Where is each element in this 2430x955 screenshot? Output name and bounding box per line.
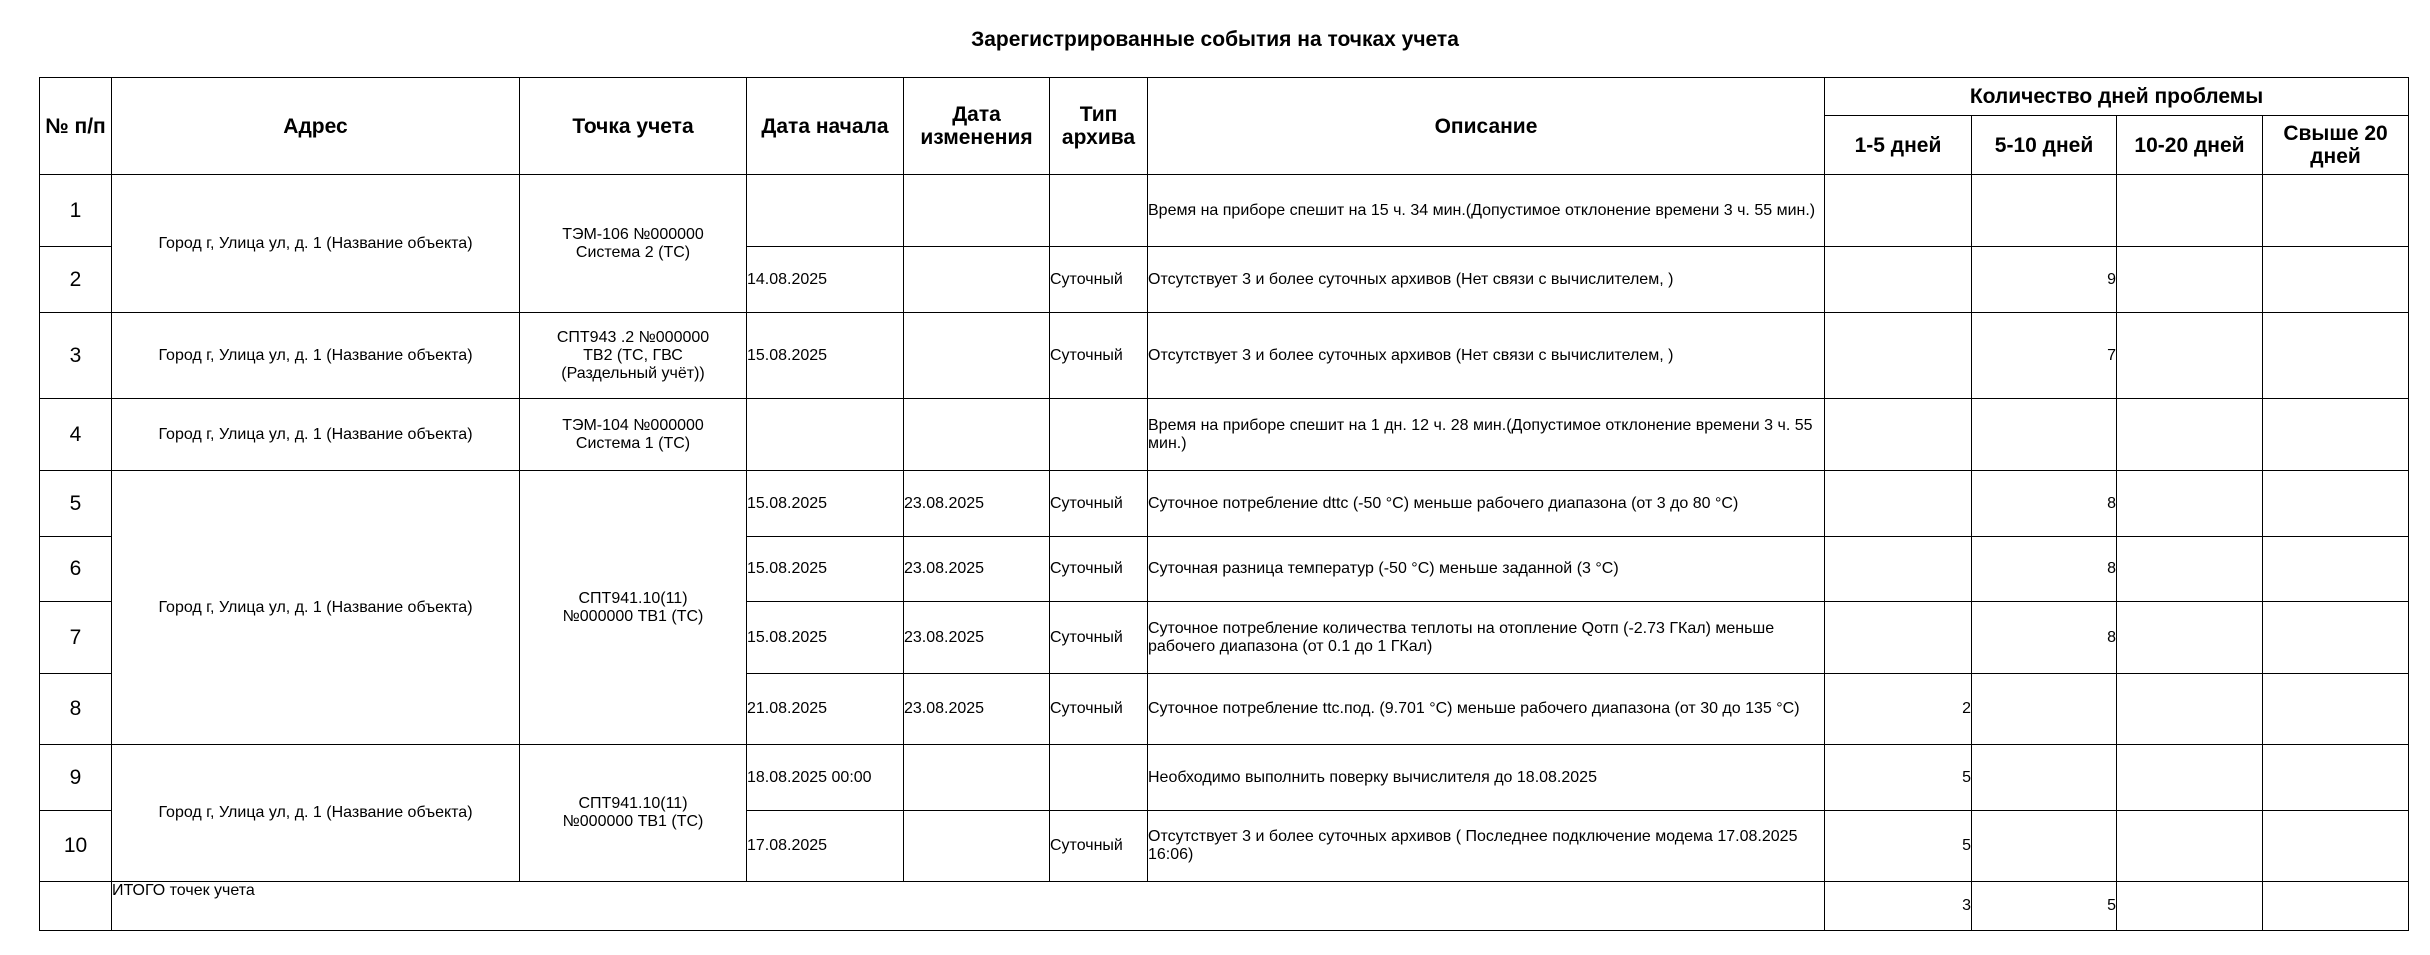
date-start-cell: 14.08.2025	[747, 247, 904, 313]
days-5-10-cell: 8	[1972, 471, 2117, 537]
address-cell: Город г, Улица ул, д. 1 (Название объекта)	[112, 399, 520, 471]
days-20-plus-cell	[2263, 471, 2409, 537]
days-20-plus-cell	[2263, 602, 2409, 674]
row-number: 8	[40, 674, 112, 745]
total-row	[40, 882, 2409, 931]
header-days-5-10: 5-10 дней	[1972, 116, 2117, 175]
header-days-20-plus: Свыше 20 дней	[2263, 116, 2409, 175]
total-num-cell	[40, 882, 112, 931]
days-5-10-cell	[1972, 811, 2117, 882]
description-cell: Необходимо выполнить поверку вычислителя до 18.08.2025	[1148, 745, 1825, 811]
days-1-5-cell	[1825, 399, 1972, 471]
total-days-10-20	[2117, 882, 2263, 931]
days-20-plus-cell	[2263, 811, 2409, 882]
days-1-5-cell	[1825, 537, 1972, 602]
row-number: 9	[40, 745, 112, 811]
description-cell: Суточное потребление dttc (-50 °C) меньше рабочего диапазона (от 3 до 80 °C)	[1148, 471, 1825, 537]
header-date-change: Дата изменения	[904, 78, 1050, 175]
days-10-20-cell	[2117, 313, 2263, 399]
date-start-cell: 21.08.2025	[747, 674, 904, 745]
date-start-cell: 15.08.2025	[747, 537, 904, 602]
days-20-plus-cell	[2263, 399, 2409, 471]
days-10-20-cell	[2117, 537, 2263, 602]
days-20-plus-cell	[2263, 175, 2409, 247]
days-1-5-cell	[1825, 175, 1972, 247]
date-start-cell: 18.08.2025 00:00	[747, 745, 904, 811]
address-cell: Город г, Улица ул, д. 1 (Название объекта)	[112, 175, 520, 313]
description-cell: Суточное потребление количества теплоты на отопление Qотп (-2.73 ГКал) меньше рабочего диапазона (от 0.1 до 1 ГКал)	[1148, 602, 1825, 674]
total-label: ИТОГО точек учета	[112, 882, 1825, 931]
days-10-20-cell	[2117, 175, 2263, 247]
meter-point-cell: СПТ941.10(11) №000000 ТВ1 (ТС)	[520, 471, 747, 745]
archive-type-cell	[1050, 745, 1148, 811]
date-change-cell	[904, 175, 1050, 247]
header-days-10-20: 10-20 дней	[2117, 116, 2263, 175]
date-start-cell	[747, 175, 904, 247]
report-title: Зарегистрированные события на точках учета	[971, 28, 1459, 51]
row-number: 2	[40, 247, 112, 313]
days-20-plus-cell	[2263, 745, 2409, 811]
days-1-5-cell	[1825, 602, 1972, 674]
days-1-5-cell: 5	[1825, 745, 1972, 811]
date-start-cell	[747, 399, 904, 471]
days-5-10-cell: 8	[1972, 602, 2117, 674]
days-10-20-cell	[2117, 745, 2263, 811]
total-days-1-5: 3	[1825, 882, 1972, 931]
date-change-cell: 23.08.2025	[904, 537, 1050, 602]
days-10-20-cell	[2117, 247, 2263, 313]
row-number: 4	[40, 399, 112, 471]
header-point: Точка учета	[520, 78, 747, 175]
days-10-20-cell	[2117, 399, 2263, 471]
description-cell: Время на приборе спешит на 15 ч. 34 мин.(Допустимое отклонение времени 3 ч. 55 мин.)	[1148, 175, 1825, 247]
archive-type-cell: Суточный	[1050, 602, 1148, 674]
header-description: Описание	[1148, 78, 1825, 175]
row-number: 5	[40, 471, 112, 537]
archive-type-cell	[1050, 399, 1148, 471]
table-row	[40, 471, 2409, 537]
days-5-10-cell: 8	[1972, 537, 2117, 602]
description-cell: Суточная разница температур (-50 °C) меньше заданной (3 °C)	[1148, 537, 1825, 602]
date-change-cell	[904, 313, 1050, 399]
table-row	[40, 313, 2409, 399]
row-number: 10	[40, 811, 112, 882]
days-1-5-cell	[1825, 471, 1972, 537]
days-20-plus-cell	[2263, 674, 2409, 745]
header-row-1	[40, 78, 2409, 116]
days-1-5-cell: 5	[1825, 811, 1972, 882]
address-cell: Город г, Улица ул, д. 1 (Название объекта)	[112, 745, 520, 882]
description-cell: Отсутствует 3 и более суточных архивов (Нет связи с вычислителем, )	[1148, 313, 1825, 399]
total-days-20-plus	[2263, 882, 2409, 931]
table-row	[40, 175, 2409, 247]
date-change-cell	[904, 745, 1050, 811]
row-number: 1	[40, 175, 112, 247]
header-address: Адрес	[112, 78, 520, 175]
archive-type-cell: Суточный	[1050, 471, 1148, 537]
days-10-20-cell	[2117, 602, 2263, 674]
meter-point-cell: ТЭМ-106 №000000 Система 2 (ТС)	[520, 175, 747, 313]
date-change-cell: 23.08.2025	[904, 602, 1050, 674]
days-10-20-cell	[2117, 471, 2263, 537]
date-start-cell: 15.08.2025	[747, 313, 904, 399]
archive-type-cell: Суточный	[1050, 313, 1148, 399]
meter-point-cell: ТЭМ-104 №000000 Система 1 (ТС)	[520, 399, 747, 471]
table-row	[40, 745, 2409, 811]
header-num: № п/п	[40, 78, 112, 175]
days-1-5-cell	[1825, 313, 1972, 399]
header-date-start: Дата начала	[747, 78, 904, 175]
days-1-5-cell: 2	[1825, 674, 1972, 745]
description-cell: Суточное потребление ttc.под. (9.701 °C) меньше рабочего диапазона (от 30 до 135 °C)	[1148, 674, 1825, 745]
address-cell: Город г, Улица ул, д. 1 (Название объекта)	[112, 471, 520, 745]
description-cell: Отсутствует 3 и более суточных архивов ( Последнее подключение модема 17.08.2025 16:06)	[1148, 811, 1825, 882]
days-10-20-cell	[2117, 674, 2263, 745]
days-20-plus-cell	[2263, 537, 2409, 602]
days-20-plus-cell	[2263, 313, 2409, 399]
archive-type-cell: Суточный	[1050, 537, 1148, 602]
date-start-cell: 15.08.2025	[747, 602, 904, 674]
meter-point-cell: СПТ941.10(11) №000000 ТВ1 (ТС)	[520, 745, 747, 882]
days-5-10-cell	[1972, 674, 2117, 745]
date-start-cell: 15.08.2025	[747, 471, 904, 537]
days-5-10-cell	[1972, 175, 2117, 247]
archive-type-cell: Суточный	[1050, 674, 1148, 745]
events-table	[39, 77, 2409, 931]
archive-type-cell: Суточный	[1050, 247, 1148, 313]
date-change-cell	[904, 247, 1050, 313]
description-cell: Время на приборе спешит на 1 дн. 12 ч. 28 мин.(Допустимое отклонение времени 3 ч. 55 мин.)	[1148, 399, 1825, 471]
date-change-cell: 23.08.2025	[904, 471, 1050, 537]
archive-type-cell: Суточный	[1050, 811, 1148, 882]
header-days-group: Количество дней проблемы	[1825, 78, 2409, 116]
date-change-cell: 23.08.2025	[904, 674, 1050, 745]
description-cell: Отсутствует 3 и более суточных архивов (Нет связи с вычислителем, )	[1148, 247, 1825, 313]
days-5-10-cell: 9	[1972, 247, 2117, 313]
days-5-10-cell: 7	[1972, 313, 2117, 399]
row-number: 3	[40, 313, 112, 399]
total-days-5-10: 5	[1972, 882, 2117, 931]
date-start-cell: 17.08.2025	[747, 811, 904, 882]
header-days-1-5: 1-5 дней	[1825, 116, 1972, 175]
days-5-10-cell	[1972, 399, 2117, 471]
days-5-10-cell	[1972, 745, 2117, 811]
row-number: 6	[40, 537, 112, 602]
days-10-20-cell	[2117, 811, 2263, 882]
header-archive-type: Тип архива	[1050, 78, 1148, 175]
days-1-5-cell	[1825, 247, 1972, 313]
date-change-cell	[904, 399, 1050, 471]
table-row	[40, 399, 2409, 471]
meter-point-cell: СПТ943 .2 №000000 ТВ2 (ТС, ГВС (Раздельный учёт))	[520, 313, 747, 399]
row-number: 7	[40, 602, 112, 674]
days-20-plus-cell	[2263, 247, 2409, 313]
address-cell: Город г, Улица ул, д. 1 (Название объекта)	[112, 313, 520, 399]
date-change-cell	[904, 811, 1050, 882]
archive-type-cell	[1050, 175, 1148, 247]
